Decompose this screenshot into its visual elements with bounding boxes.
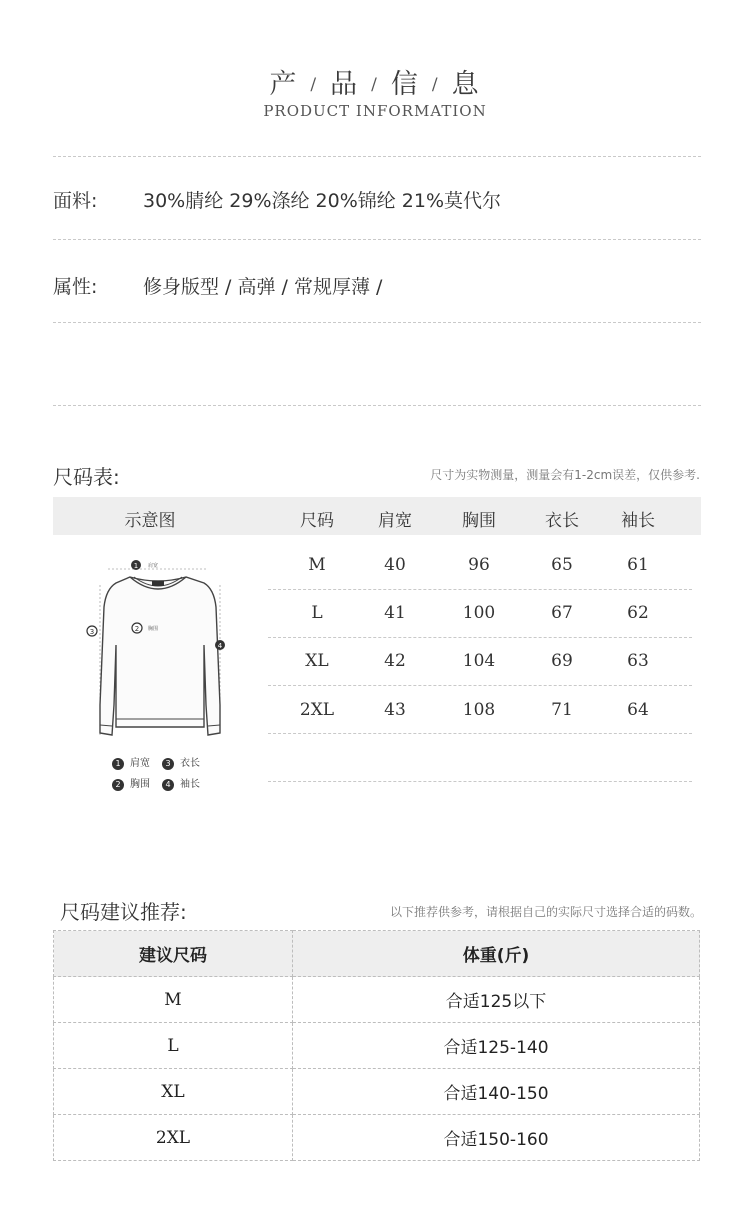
- weight-cell: 合适150-160: [293, 1115, 700, 1161]
- attribute-row: [53, 272, 382, 299]
- recommendation-table: [53, 930, 700, 1161]
- page-title: [0, 62, 750, 101]
- divider: [53, 322, 701, 323]
- legend-number: 3: [162, 758, 174, 770]
- legend-text: 袖长: [180, 779, 200, 790]
- divider: [53, 156, 701, 157]
- divider: [53, 405, 701, 406]
- size-cell: M: [308, 555, 326, 575]
- row-divider: [268, 781, 692, 782]
- size-cell: XL: [54, 1069, 293, 1115]
- row-divider: [268, 733, 692, 734]
- legend-number: 1: [112, 758, 124, 770]
- size-cell: 2XL: [299, 700, 335, 720]
- legend-text: 胸围: [130, 779, 150, 790]
- legend-text: 衣长: [180, 758, 200, 769]
- size-cell: L: [54, 1023, 293, 1069]
- weight-header: 体重(斤): [293, 931, 700, 977]
- weight-cell: 合适140-150: [293, 1069, 700, 1115]
- size-chart-note: 尺寸为实物测量，测量会有1-2cm误差，仅供参考.: [430, 468, 700, 482]
- weight-cell: 合适125以下: [293, 977, 700, 1023]
- title-char: 品: [330, 69, 360, 100]
- attribute-value: 修身版型 / 高弹 / 常规厚薄 /: [143, 276, 383, 298]
- legend-item: [112, 775, 150, 791]
- recommendation-note: 以下推荐供参考，请根据自己的实际尺寸选择合适的码数。: [389, 905, 702, 919]
- recommendation-title: 尺码建议推荐:: [60, 900, 187, 924]
- sleeve-cell: 63: [627, 651, 649, 671]
- weight-cell: 合适125-140: [293, 1023, 700, 1069]
- length-cell: 69: [551, 651, 573, 671]
- shoulder-header: 肩宽: [378, 511, 412, 531]
- legend-number: 4: [162, 779, 174, 791]
- chest-cell: 100: [462, 603, 496, 623]
- length-header: 衣长: [545, 511, 579, 531]
- table-header-row: [54, 931, 700, 977]
- title-char: 息: [451, 69, 481, 100]
- svg-text:2: 2: [134, 625, 140, 633]
- divider: [53, 239, 701, 240]
- chest-cell: 104: [462, 651, 496, 671]
- chest-header: 胸围: [462, 511, 496, 531]
- length-cell: 67: [551, 603, 573, 623]
- table-row: [54, 1023, 700, 1069]
- sleeve-cell: 64: [627, 700, 649, 720]
- row-divider: [268, 685, 692, 686]
- shoulder-cell: 41: [384, 603, 406, 623]
- svg-text:1: 1: [133, 562, 139, 570]
- sleeve-cell: 62: [627, 603, 649, 623]
- svg-text:4: 4: [217, 642, 223, 650]
- legend-text: 肩宽: [130, 758, 150, 769]
- chest-cell: 96: [468, 555, 490, 575]
- size-cell: 2XL: [54, 1115, 293, 1161]
- title-char: 信: [390, 69, 420, 100]
- shoulder-cell: 40: [384, 555, 406, 575]
- row-divider: [268, 589, 692, 590]
- legend-item: [162, 754, 200, 770]
- sleeve-cell: 61: [627, 555, 649, 575]
- legend-number: 2: [112, 779, 124, 791]
- shoulder-cell: 42: [384, 651, 406, 671]
- row-divider: [268, 637, 692, 638]
- fabric-row: [53, 186, 501, 213]
- size-cell: M: [54, 977, 293, 1023]
- diagram-label-shoulder: 肩宽: [148, 563, 159, 569]
- size-cell: XL: [305, 651, 329, 671]
- recommended-size-header: 建议尺码: [54, 931, 293, 977]
- shoulder-cell: 43: [384, 700, 406, 720]
- chest-cell: 108: [462, 700, 496, 720]
- title-char: 产: [269, 69, 299, 100]
- title-separator: /: [371, 75, 379, 95]
- diagram-header: 示意图: [124, 511, 176, 531]
- length-cell: 71: [551, 700, 573, 720]
- size-header: 尺码: [300, 511, 334, 531]
- size-cell: L: [311, 603, 323, 623]
- table-row: [54, 1069, 700, 1115]
- table-row: [54, 977, 700, 1023]
- size-chart-title: 尺码表:: [53, 465, 120, 489]
- title-separator: /: [431, 75, 440, 95]
- fabric-value: 30%腈纶 29%涤纶 20%锦纶 21%莫代尔: [143, 190, 502, 212]
- length-cell: 65: [551, 555, 573, 575]
- legend-item: [162, 775, 200, 791]
- table-row: [54, 1115, 700, 1161]
- sleeve-header: 袖长: [621, 511, 655, 531]
- legend-item: [112, 754, 150, 770]
- sweatshirt-diagram: [78, 555, 238, 750]
- diagram-label-chest: 胸围: [148, 626, 159, 632]
- fabric-label: 面料:: [53, 190, 98, 212]
- svg-text:3: 3: [89, 628, 95, 636]
- page-subtitle: PRODUCT INFORMATION: [263, 102, 487, 120]
- title-separator: /: [310, 75, 319, 95]
- attribute-label: 属性:: [53, 276, 98, 298]
